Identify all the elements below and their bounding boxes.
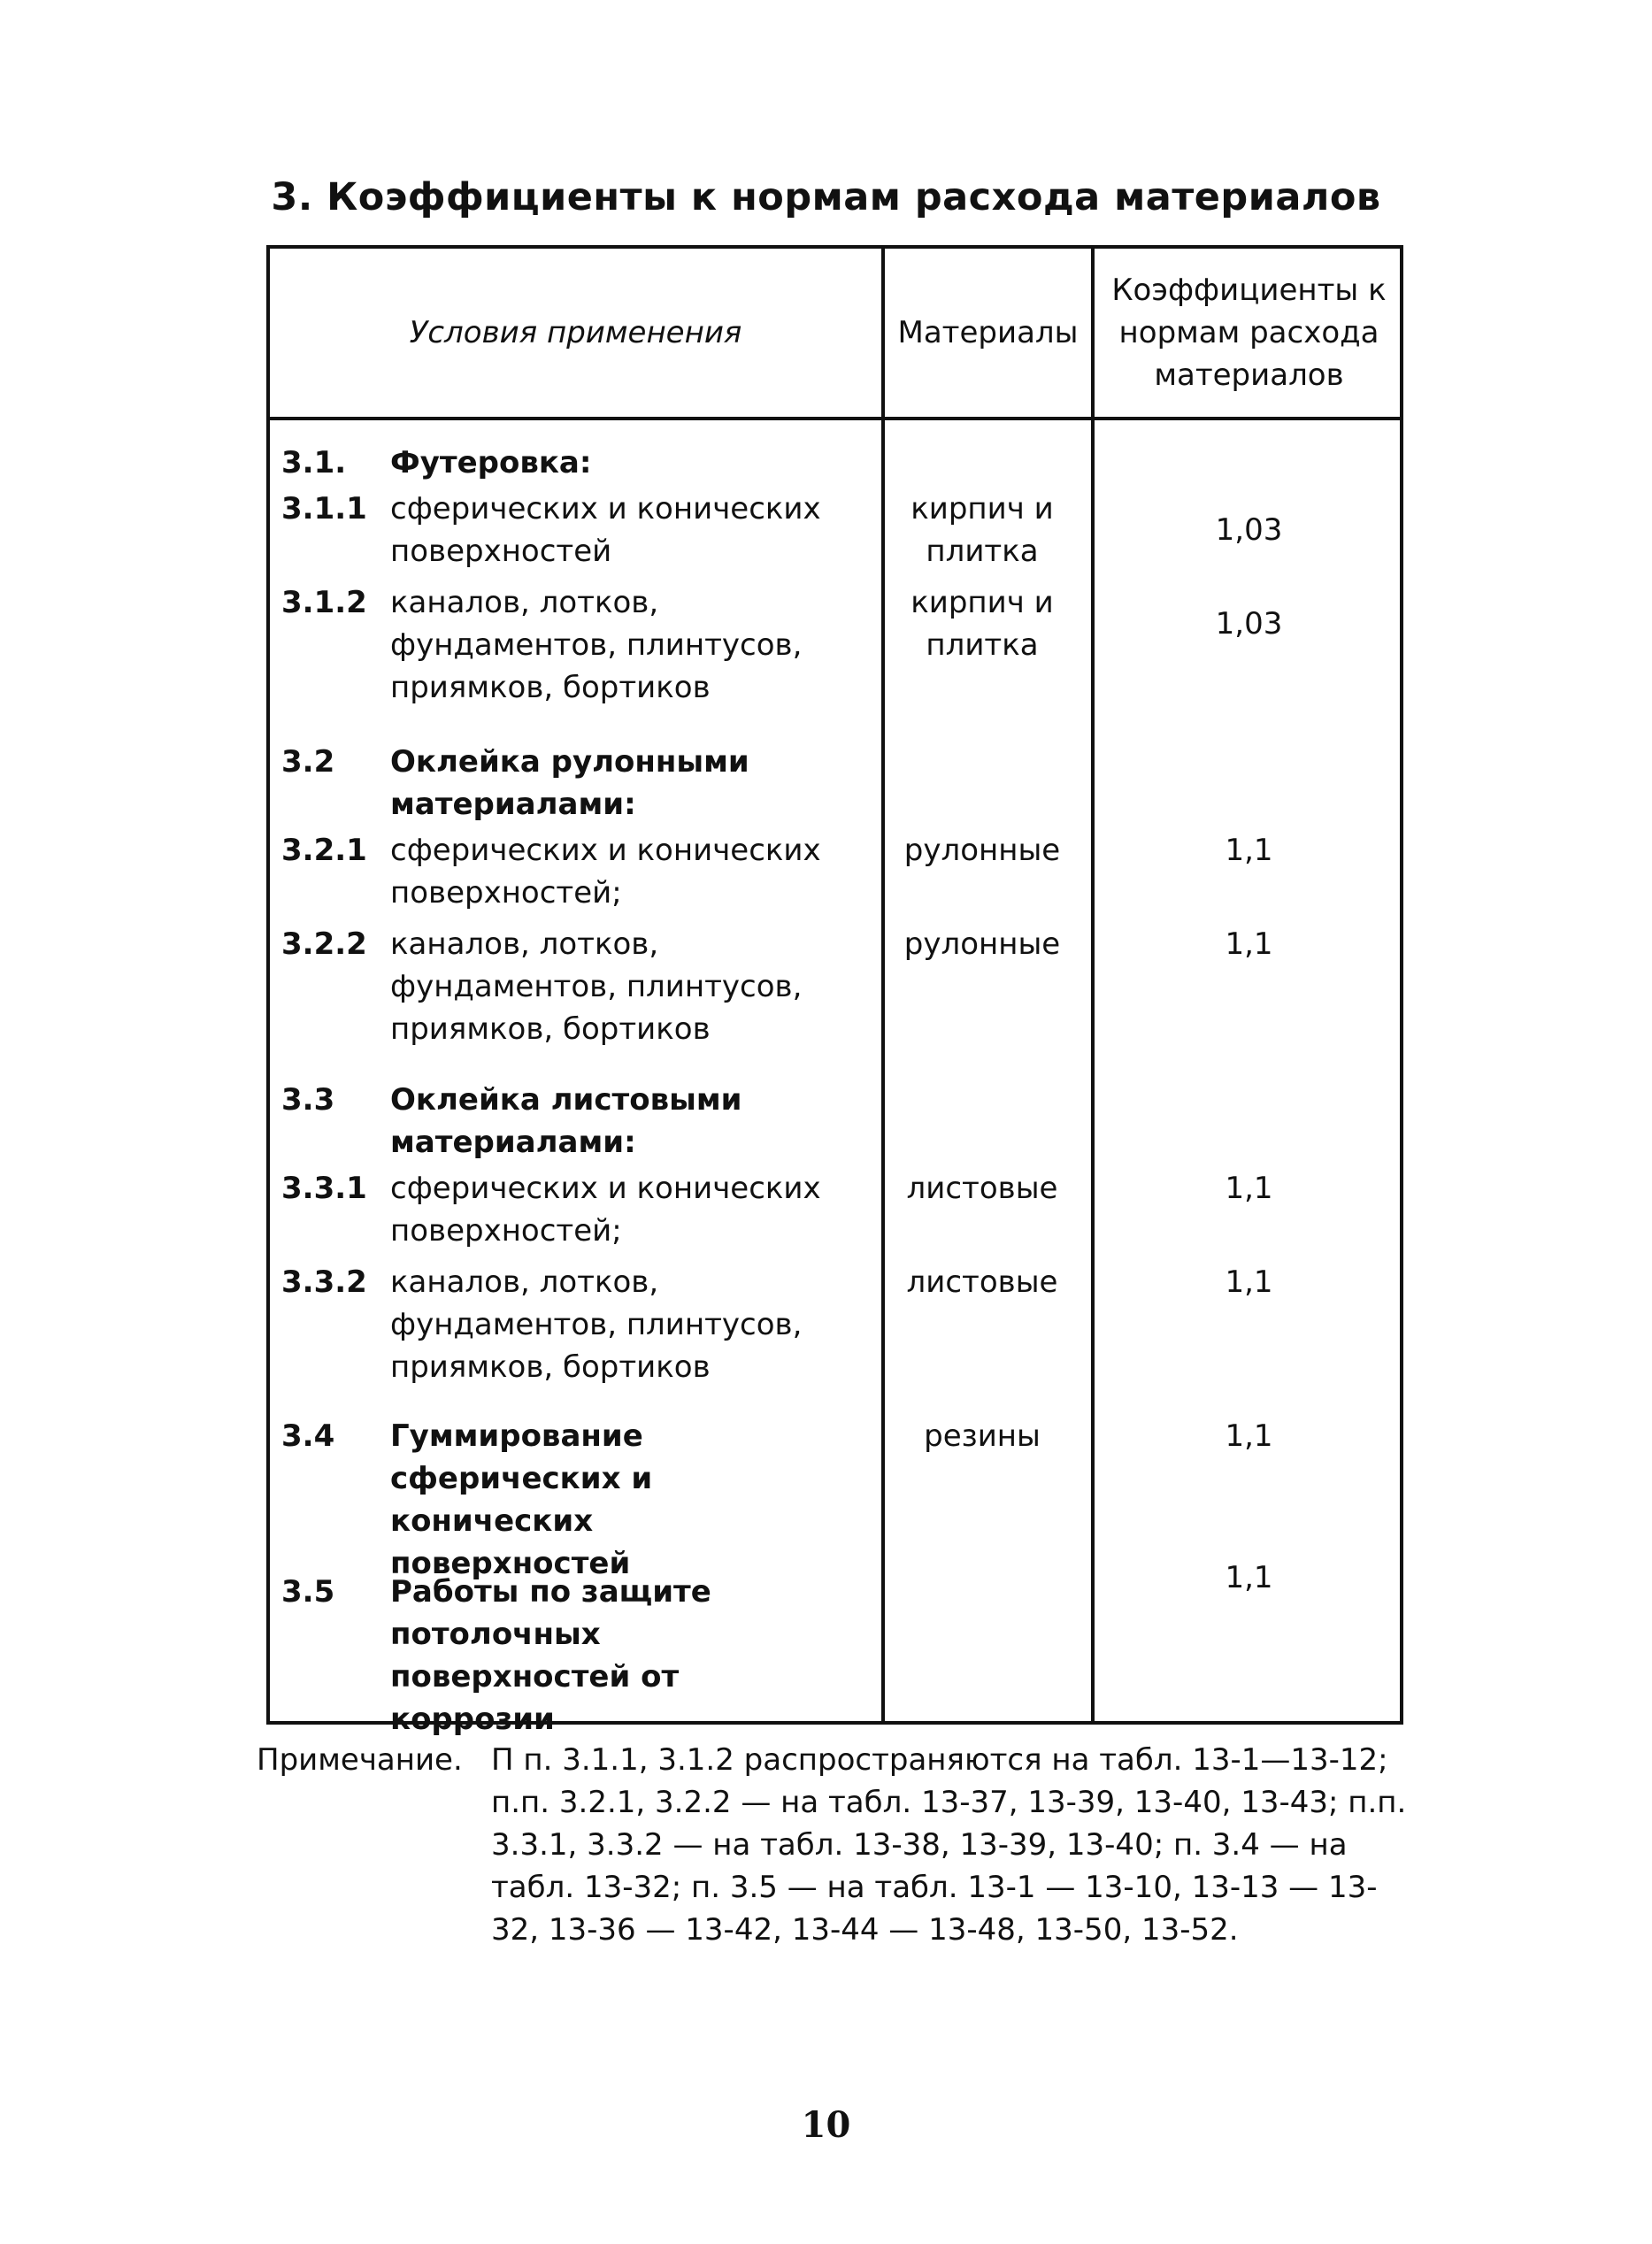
page-number: 10 [801, 2104, 851, 2146]
row-number: 3.2.1 [281, 833, 367, 868]
row-number: 3.3.1 [281, 1171, 367, 1206]
row-material: листовые [906, 1264, 1058, 1300]
row-material: кирпич и плитка [911, 585, 1054, 663]
row-condition: каналов, лотков, фундаментов, плинтусов, приямков, бортиков [390, 926, 803, 1047]
row-material: резины [924, 1418, 1041, 1454]
row-coefficient: 1,1 [1225, 926, 1273, 962]
row-coefficient: 1,1 [1225, 1264, 1273, 1300]
row-material: рулонные [903, 926, 1061, 962]
row-condition: Оклейка рулонными материалами: [390, 744, 749, 822]
row-number: 3.1.1 [281, 491, 367, 526]
row-number: 3.2.2 [281, 926, 367, 962]
row-condition: Гуммирование сферических и конических поверхностей [390, 1418, 653, 1581]
row-number: 3.1.2 [281, 585, 367, 620]
row-coefficient: 1,03 [1215, 606, 1283, 642]
row-number: 3.3 [281, 1082, 335, 1118]
row-condition: Футеровка: [390, 445, 592, 480]
row-material: листовые [906, 1171, 1058, 1206]
row-coefficient: 1,03 [1215, 512, 1283, 548]
header-coefficients: Коэффициенты к нормам расхода материалов [1111, 273, 1387, 393]
row-material: рулонные [903, 833, 1061, 868]
row-condition: сферических и конических поверхностей [390, 491, 821, 569]
page-title: 3. Коэффициенты к нормам расхода материалов [271, 175, 1381, 219]
row-condition: каналов, лотков, фундаментов, плинтусов, приямков, бортиков [390, 1264, 803, 1385]
row-condition: Оклейка листовыми материалами: [390, 1082, 742, 1160]
column-divider [881, 249, 885, 1721]
column-divider [1091, 249, 1095, 1721]
row-number: 3.2 [281, 744, 335, 780]
row-coefficient: 1,1 [1225, 833, 1273, 868]
row-coefficient: 1,1 [1225, 1418, 1273, 1454]
row-material: кирпич и плитка [911, 491, 1054, 569]
note-label: Примечание. [257, 1742, 463, 1778]
row-condition: сферических и конических поверхностей; [390, 833, 821, 911]
row-condition: сферических и конических поверхностей; [390, 1171, 821, 1249]
row-condition: Работы по защите потолочных поверхностей от коррозии [390, 1574, 711, 1737]
row-number: 3.3.2 [281, 1264, 367, 1300]
row-number: 3.1. [281, 445, 347, 480]
coefficients-table [266, 245, 1403, 1737]
header-materials: Материалы [897, 315, 1079, 350]
header-divider [270, 417, 1400, 420]
note-text: П п. 3.1.1, 3.1.2 распространяются на табл. 13-1—13-12; п.п. 3.2.1, 3.2.2 — на табл. 13-37, 13-39, 13-40, 13-43; п.п. 3.3.1, 3.3.2 — на табл. 13-38, 13-39, 13-40; п. 3.4 — на табл. 13-32; п. 3.5 — на табл. 13-1 — 13-10, 13-13 — 13-32, 13-36 — 13-42, 13-44 — 13-48, 13-50, 13-52. [491, 1742, 1407, 1948]
row-number: 3.5 [281, 1574, 335, 1610]
row-condition: каналов, лотков, фундаментов, плинтусов, приямков, бортиков [390, 585, 803, 705]
row-coefficient: 1,1 [1225, 1560, 1273, 1595]
header-conditions: Условия применения [409, 315, 742, 350]
row-coefficient: 1,1 [1225, 1171, 1273, 1206]
row-number: 3.4 [281, 1418, 335, 1454]
